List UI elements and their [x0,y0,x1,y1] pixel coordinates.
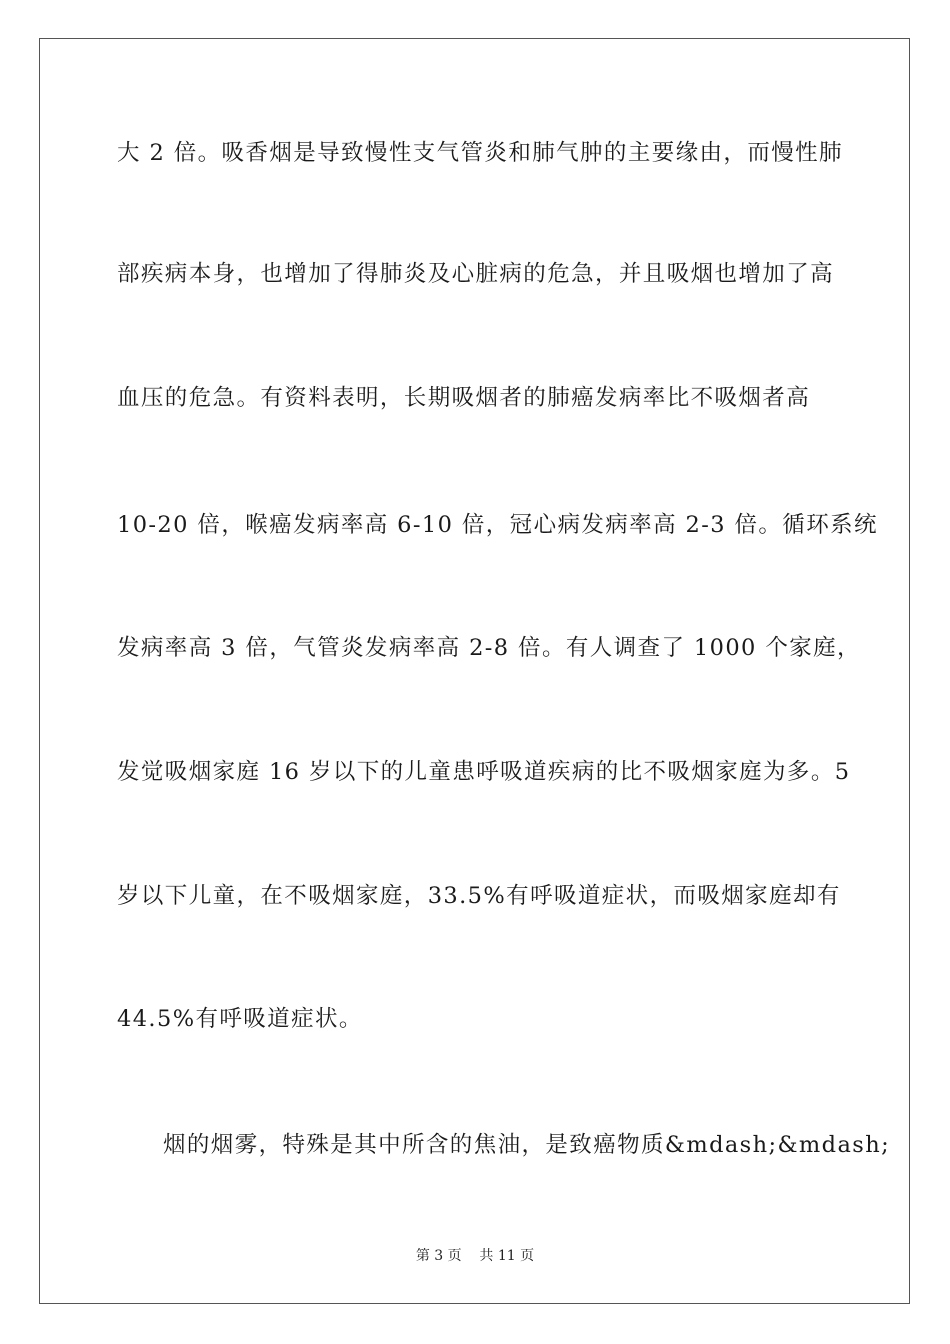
page-border [39,38,910,1304]
paragraph-line-8: 44.5%有呼吸道症状。 [117,1006,363,1032]
paragraph-line-6: 发觉吸烟家庭 16 岁以下的儿童患呼吸道疾病的比不吸烟家庭为多。5 [117,759,851,785]
paragraph-line-5: 发病率高 3 倍，气管炎发病率高 2-8 倍。有人调查了 1000 个家庭， [117,635,861,661]
paragraph-2-line-1: 烟的烟雾，特殊是其中所含的焦油，是致癌物质&mdash;&mdash; [163,1132,891,1158]
paragraph-line-4: 10-20 倍，喉癌发病率高 6-10 倍，冠心病发病率高 2-3 倍。循环系统 [117,512,878,538]
paragraph-line-7: 岁以下儿童，在不吸烟家庭，33.5%有呼吸道症状，而吸烟家庭却有 [117,883,841,909]
paragraph-line-2: 部疾病本身，也增加了得肺炎及心脏病的危急，并且吸烟也增加了高 [117,261,835,287]
paragraph-line-1: 大 2 倍。吸香烟是导致慢性支气管炎和肺气肿的主要缘由，而慢性肺 [117,140,843,166]
page-number-footer: 第 3 页 共 11 页 [415,1248,535,1264]
paragraph-line-3: 血压的危急。有资料表明，长期吸烟者的肺癌发病率比不吸烟者高 [117,385,811,411]
